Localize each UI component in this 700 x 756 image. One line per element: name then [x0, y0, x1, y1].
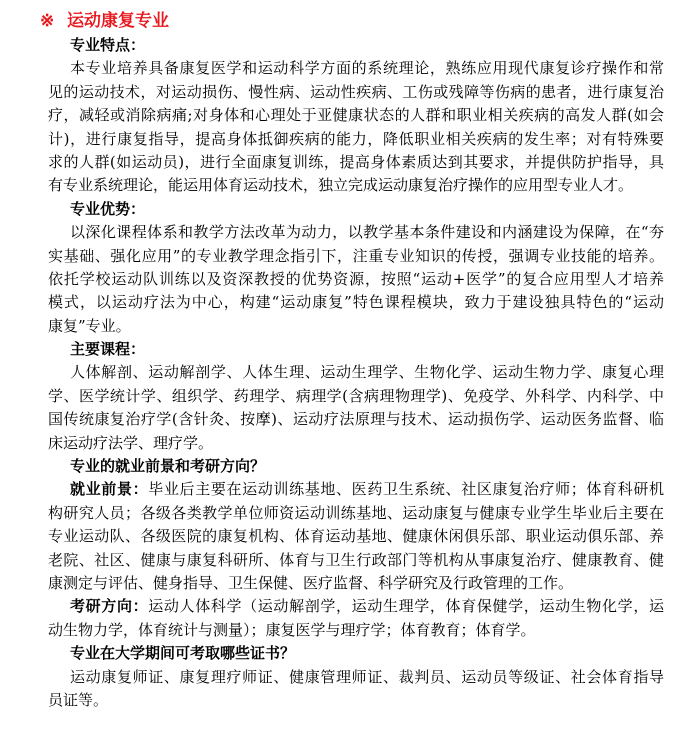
advantages-line: 以深化课程体系和教学方法改革为动力，以教学基本条件建设和内涵建设为保障，在“夯 — [70, 223, 664, 242]
page-title — [40, 9, 169, 33]
title-text: 运动康复专业 — [67, 11, 169, 31]
graduate-study-line: 动生物力学，体育统计与测量）；康复医学与理疗学；体育教育；体育学。 — [48, 620, 536, 639]
section-heading-courses: 主要课程： — [70, 340, 146, 359]
graduate-study-paragraph — [48, 595, 664, 642]
document-body — [48, 34, 664, 712]
employment-line: 老院、社区、健康与康复科研所、体育与卫生行政部门等机构从事康复治疗、健康教育、健 — [48, 550, 664, 569]
graduate-study-text: 运动人体科学（运动解剖学，运动生理学，体育保健学，运动生物化学，运 — [148, 597, 664, 616]
features-line: 求的人群(如运动员)，进行全面康复训练，提高身体素质达到其要求，并提供防护指导，具 — [48, 152, 664, 171]
features-line: 计)，进行康复指导，提高身体抵御疾病的能力，降低职业相关疾病的发生率；对有特殊要 — [48, 129, 664, 148]
employment-label: 就业前景： — [70, 480, 149, 499]
courses-line: 床运动疗法学、理疗学。 — [48, 433, 214, 452]
certificates-paragraph — [48, 666, 664, 713]
reference-mark-icon: ※ — [40, 11, 55, 31]
courses-line: 学、医学统计学、组织学、药理学、病理学(含病理物理学)、免疫学、外科学、内科学、中 — [48, 386, 664, 405]
advantages-line: 模式，以运动疗法为中心，构建“运动康复”特色课程模块，致力于建设独具特色的“运动 — [48, 293, 664, 312]
features-line: 本专业培养具备康复医学和运动科学方面的系统理论，熟练应用现代康复诊疗操作和常 — [70, 59, 664, 78]
courses-line: 人体解剖、运动解剖学、人体生理、运动生理学、生物化学、运动生物力学、康复心理 — [70, 363, 664, 382]
certificates-line: 运动康复师证、康复理疗师证、健康管理师证、裁判员、运动员等级证、社会体育指导 — [70, 667, 664, 686]
advantages-line: 康复”专业。 — [48, 316, 131, 335]
section-heading-advantages: 专业优势： — [70, 199, 146, 218]
graduate-study-label: 考研方向： — [70, 597, 149, 616]
employment-line — [48, 478, 664, 501]
certificates-line: 员证等。 — [48, 690, 109, 709]
section-heading-prospects: 专业的就业前景和考研方向？ — [70, 457, 266, 476]
employment-line: 构研究人员；各级各类教学单位师资运动训练基地、运动康复与健康专业学生毕业后主要在 — [48, 503, 664, 522]
graduate-study-line — [48, 595, 664, 618]
courses-line: 国传统康复治疗学(含针灸、按摩)、运动疗法原理与技术、运动损伤学、运动医务监督、临 — [48, 410, 664, 429]
employment-line: 专业运动队、各级医院的康复机构、体育运动基地、健康休闲俱乐部、职业运动俱乐部、养 — [48, 527, 664, 546]
features-line: 见的运动技术，对运动损伤、慢性病、运动性疾病、工伤或残障等伤病的患者，进行康复治 — [48, 82, 664, 101]
advantages-line: 实基础、强化应用”的专业教学理念指引下，注重专业知识的传授，强调专业技能的培养。 — [48, 246, 664, 265]
features-line: 疗，减轻或消除病痛;对身体和心理处于亚健康状态的人群和职业相关疾病的高发人群(如会 — [48, 106, 664, 125]
courses-paragraph — [48, 361, 664, 455]
features-line: 有专业系统理论，能运用体育运动技术，独立完成运动康复治疗操作的应用型专业人才。 — [48, 176, 634, 195]
employment-line: 康测定与评估、健身指导、卫生保健、医疗监督、科学研究及行政管理的工作。 — [48, 573, 574, 592]
section-heading-features: 专业特点： — [70, 36, 146, 54]
advantages-paragraph — [48, 221, 664, 338]
employment-paragraph — [48, 478, 664, 595]
employment-text: 毕业后主要在运动训练基地、医药卫生系统、社区康复治疗师；体育科研机 — [148, 480, 664, 499]
advantages-line: 依托学校运动队训练以及资深教授的优势资源，按照“运动+医学”的复合应用型人才培养 — [48, 269, 664, 288]
section-heading-certificates: 专业在大学期间可考取哪些证书？ — [70, 644, 296, 663]
features-paragraph — [48, 57, 664, 197]
